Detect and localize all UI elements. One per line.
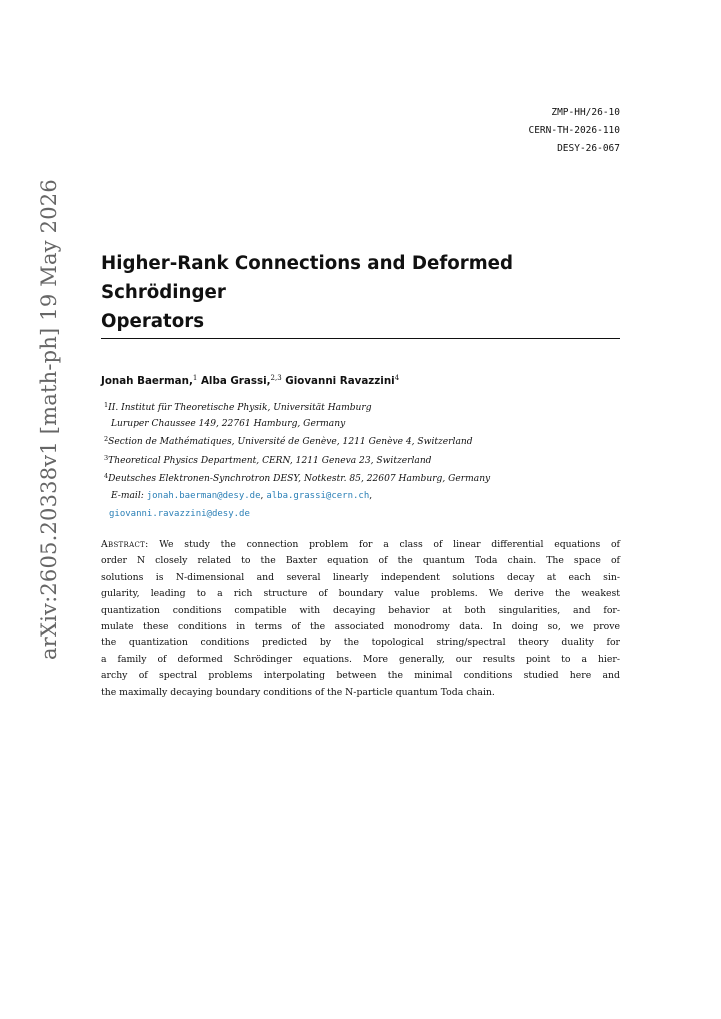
affiliation-text: Section de Mathématiques, Université de Genève, 1211 Genève 4, Switzerland bbox=[108, 437, 473, 447]
abstract-line: quantization conditions compatible with decaying behavior at both singularities, and for- bbox=[101, 604, 620, 616]
affiliation bbox=[104, 451, 624, 470]
email-link[interactable]: alba.grassi@cern.ch bbox=[266, 491, 370, 501]
title-line: Higher-Rank Connections and Deformed Schrödinger bbox=[101, 253, 513, 303]
author-name: Alba Grassi, bbox=[200, 375, 271, 387]
abstract-line: gularity, leading to a rich structure of boundary value problems. We derive the weakest bbox=[101, 588, 620, 600]
abstract-line: archy of spectral problems interpolating between the minimal conditions studied here and bbox=[101, 670, 620, 682]
email-link[interactable]: jonah.baerman@desy.de bbox=[146, 491, 261, 501]
affiliation bbox=[104, 432, 624, 451]
abstract-line: the maximally decaying boundary conditions of the N-particle quantum Toda chain. bbox=[101, 686, 495, 698]
title-line: Operators bbox=[101, 311, 205, 332]
abstract bbox=[101, 537, 620, 701]
abstract-line: the quantization conditions predicted by the topological string/spectral theory duality for bbox=[101, 637, 620, 649]
email-block: E-mail: jonah.baerman@desy.de, alba.grassi@cern.ch, giovanni.ravazzini@desy.de bbox=[109, 491, 373, 519]
author-affil-mark: 1 bbox=[192, 374, 198, 382]
abstract-label: Abstract: bbox=[101, 539, 149, 550]
email-label: E-mail: bbox=[111, 491, 144, 501]
abstract-line: solutions is N-dimensional and several linearly independent solutions decay at each sin- bbox=[101, 571, 620, 583]
report-number: CERN-TH-2026-110 bbox=[528, 125, 620, 136]
abstract-line: order N closely related to the Baxter equation of the quantum Toda chain. The space of bbox=[101, 555, 620, 567]
affiliation-mark: 2 bbox=[104, 435, 109, 443]
affiliation-mark: 3 bbox=[104, 453, 109, 462]
author-affil-mark: 2,3 bbox=[270, 374, 282, 382]
author-list bbox=[101, 374, 399, 387]
affiliation-text: Deutsches Elektronen-Synchrotron DESY, Notkestr. 85, 22607 Hamburg, Germany bbox=[108, 474, 491, 484]
author-name: Giovanni Ravazzini bbox=[285, 375, 395, 387]
email-link[interactable]: giovanni.ravazzini@desy.de bbox=[109, 509, 250, 519]
affiliation-mark: 1 bbox=[104, 401, 109, 409]
author-affil-mark: 4 bbox=[394, 374, 400, 382]
abstract-line: a family of deformed Schrödinger equations. More generally, our results point to a hier- bbox=[101, 653, 620, 665]
paper-title bbox=[101, 249, 641, 336]
report-numbers bbox=[528, 104, 620, 158]
affiliation-mark: 4 bbox=[104, 472, 109, 480]
arxiv-stamp: arXiv:2605.20338v1 [math-ph] 19 May 2026 bbox=[37, 179, 61, 660]
affiliation-text: Theoretical Physics Department, CERN, 1211 Geneva 23, Switzerland bbox=[108, 455, 432, 466]
report-number: ZMP-HH/26-10 bbox=[551, 107, 620, 118]
affiliation-text: Luruper Chaussee 149, 22761 Hamburg, Germany bbox=[111, 418, 346, 429]
abstract-line: mulate these conditions in terms of the associated monodromy data. In doing so, we prove bbox=[101, 621, 620, 633]
affiliation bbox=[104, 398, 624, 417]
affiliation-list bbox=[104, 398, 624, 488]
abstract-line bbox=[101, 537, 620, 553]
affiliation bbox=[104, 417, 624, 433]
title-rule bbox=[101, 338, 620, 339]
author-name: Jonah Baerman, bbox=[101, 375, 193, 387]
affiliation bbox=[104, 469, 624, 488]
abstract-text: We study the connection problem for a class of linear differential equations of bbox=[148, 539, 620, 550]
affiliation-text: II. Institut für Theoretische Physik, Universität Hamburg bbox=[108, 403, 372, 413]
report-number: DESY-26-067 bbox=[557, 143, 620, 154]
